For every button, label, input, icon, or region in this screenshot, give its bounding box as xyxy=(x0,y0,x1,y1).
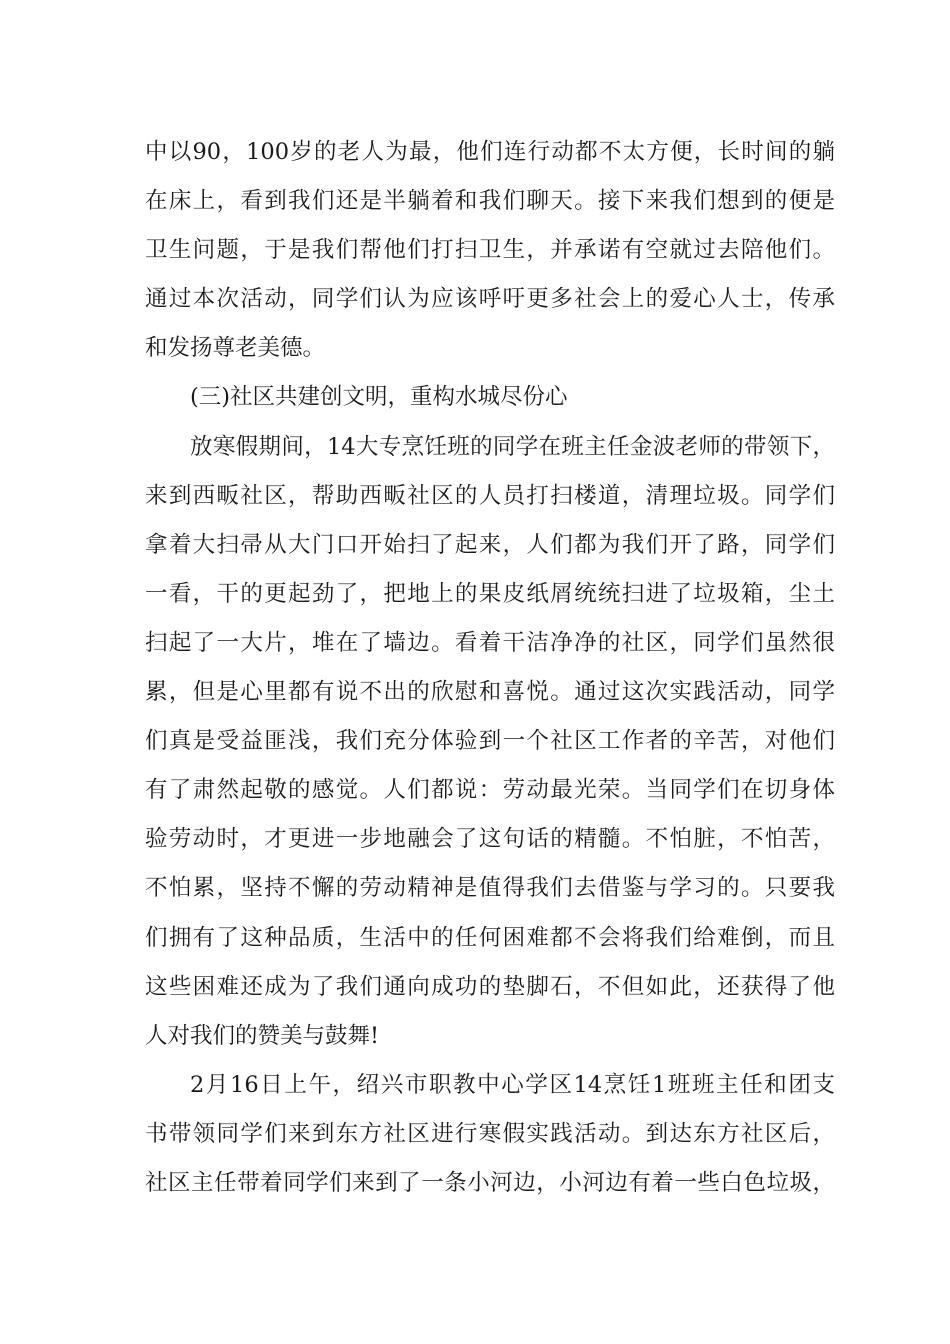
text-line: 人对我们的赞美与鼓舞! xyxy=(145,1022,380,1049)
text-line: 一看，干的更起劲了，把地上的果皮纸屑统统扫进了垃圾箱，尘土 xyxy=(145,580,835,607)
text-line: 拿着大扫帚从大门口开始扫了起来，人们都为我们开了路，同学们 xyxy=(145,531,835,558)
text-line: 社区主任带着同学们来到了一条小河边，小河边有着一些白色垃圾， xyxy=(145,1169,835,1196)
text-line: 中以90，100岁的老人为最，他们连行动都不太方便，长时间的躺 xyxy=(145,139,835,165)
text-line: 这些困难还成为了我们通向成功的垫脚石，不但如此，还获得了他 xyxy=(145,973,835,1000)
text-line: 在床上，看到我们还是半躺着和我们聊天。接下来我们想到的便是 xyxy=(145,188,835,215)
text-line: 验劳动时，才更进一步地融会了这句话的精髓。不怕脏，不怕苦， xyxy=(145,826,835,853)
text-line: 书带领同学们来到东方社区进行寒假实践活动。到达东方社区后， xyxy=(145,1120,835,1147)
text-line: 来到西畈社区，帮助西畈社区的人员打扫楼道，清理垃圾。同学们 xyxy=(145,482,835,509)
text-line: 卫生问题，于是我们帮他们打扫卫生，并承诺有空就过去陪他们。 xyxy=(145,237,835,264)
text-line: 放寒假期间，14大专烹饪班的同学在班主任金波老师的带领下， xyxy=(190,433,835,460)
text-line: 们拥有了这种品质，生活中的任何困难都不会将我们给难倒，而且 xyxy=(145,924,835,951)
text-line: 累，但是心里都有说不出的欣慰和喜悦。通过这次实践活动，同学 xyxy=(145,679,835,706)
document-body xyxy=(145,128,835,1208)
text-line: 通过本次活动，同学们认为应该呼吁更多社会上的爱心人士，传承 xyxy=(145,286,835,313)
text-line: 们真是受益匪浅，我们充分体验到一个社区工作者的辛苦，对他们 xyxy=(145,728,835,755)
text-line: 和发扬尊老美德。 xyxy=(145,335,326,362)
text-line: 扫起了一大片，堆在了墙边。看着干洁净净的社区，同学们虽然很 xyxy=(145,629,835,656)
text-line: 有了肃然起敬的感觉。人们都说：劳动最光荣。当同学们在切身体 xyxy=(145,777,835,804)
text-line: (三)社区共建创文明，重构水城尽份心 xyxy=(190,384,568,411)
text-line: 不怕累，坚持不懈的劳动精神是值得我们去借鉴与学习的。只要我 xyxy=(145,875,835,902)
text-line: 2月16日上午，绍兴市职教中心学区14烹饪1班班主任和团支 xyxy=(190,1071,835,1098)
